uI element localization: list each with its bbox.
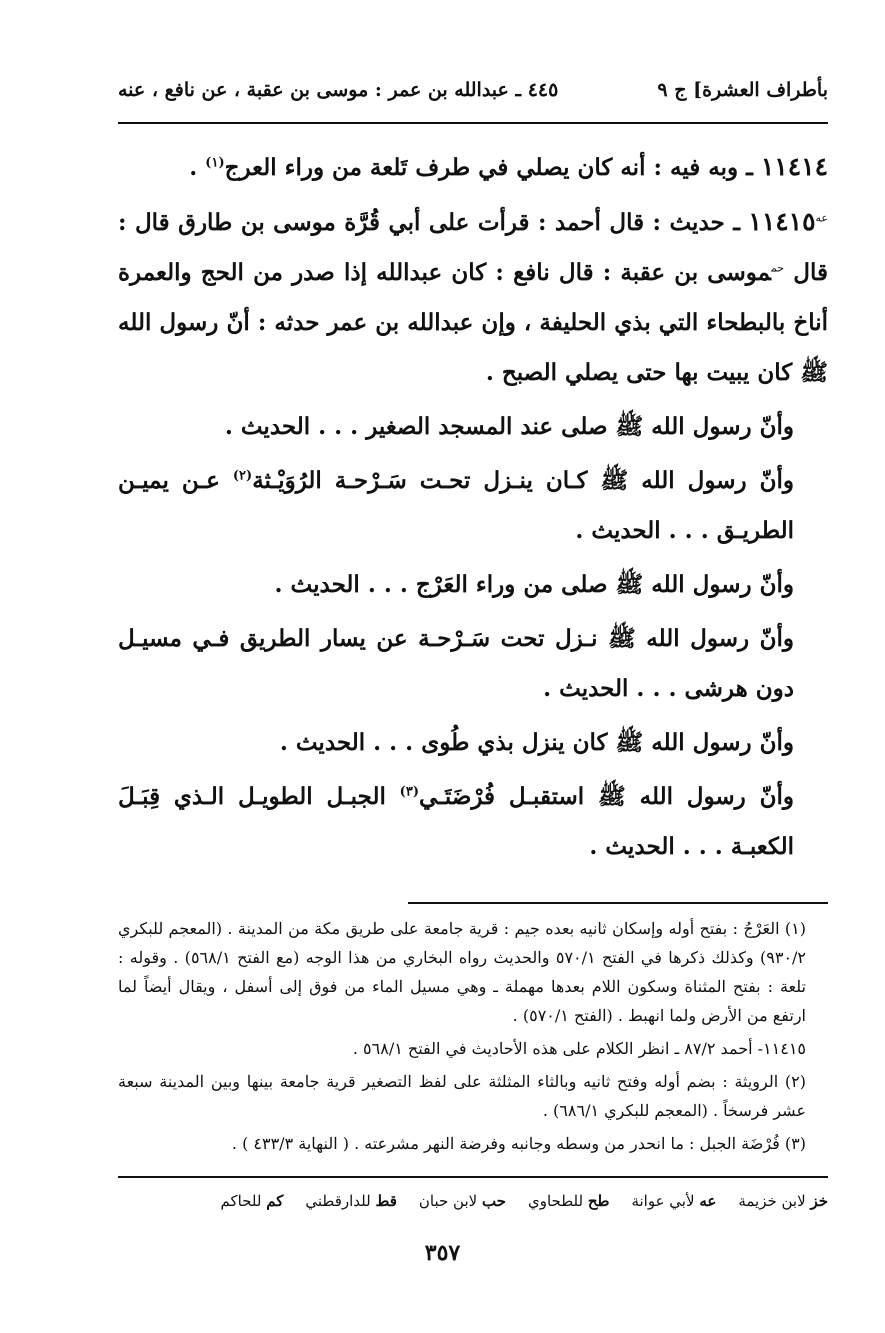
paragraph-text: وأنّ رسول الله ﷺ كـان ينـزل تحـت سَـرْحـة الرُوَيْـثة: [252, 467, 795, 494]
abbr-text: لأبي عوانة: [631, 1192, 700, 1210]
abbr-code: كم: [266, 1192, 284, 1210]
header-volume: بأطراف العشرة] ج ٩: [657, 79, 828, 101]
header-chapter: ٤٤٥ ـ عبدالله بن عمر : موسى بن عقبة ، عن نافع ، عنه: [118, 79, 559, 101]
main-text: [118, 142, 828, 872]
abbr-code: طح: [587, 1192, 610, 1210]
page-number: ٣٥٧: [424, 1240, 461, 1266]
source-mark: عه: [815, 211, 828, 225]
abbr-code: قط: [375, 1192, 397, 1210]
footnote-11415: ١١٤١٥- أحمد ٨٧/٢ ـ انظر الكلام على هذه الأحاديث في الفتح ٥٦٨/١ .: [352, 1039, 806, 1058]
abbr-text: للحاكم: [220, 1192, 267, 1210]
paragraph: وأنّ رسول الله ﷺ صلى من وراء العَرْج . . . الحديث .: [274, 571, 794, 598]
paragraph: [118, 772, 828, 872]
abbreviation-legend: [118, 1192, 828, 1210]
abbr-item: [419, 1192, 506, 1210]
abbr-item: [631, 1192, 716, 1210]
footnote-ref: (٣): [399, 784, 419, 800]
page: [118, 70, 828, 1210]
abbr-item: [221, 1192, 284, 1210]
footer-rule: [118, 1176, 828, 1178]
hadith-text: ـ وبه فيه : أنه كان يصلي في طرف تَلعة من وراء العرج: [224, 154, 761, 181]
abbr-code: عه: [699, 1192, 717, 1210]
footnote-rule: [408, 902, 828, 904]
footnote-1: (١) العَرْجُ : بفتح أوله وإسكان ثانيه بعده جيم : قرية جامعة على طريق مكة من المدينة . (المعجم للبكري ٩٣٠/٢) وكذلك ذكرها في الفتح ٥٧٠/١ والحديث رواه البخاري من هذا الوجه (مع الفتح ٥٦٨/١) . وقوله : تلعة : بفتح المثناة وسكون اللام بعدها مهملة ـ وهي مسيل الماء من فوق إلى أسفل ، ويقال أيضاً لما ارتفع من الأرض ولما انهبط . (الفتح ٥٧٠/١) .: [118, 919, 807, 1025]
footnote-ref: (١): [205, 155, 225, 171]
abbr-code: خز: [810, 1192, 828, 1210]
abbr-item: [305, 1192, 397, 1210]
footnote-3: (٣) فُرْضَة الجبل : ما انحدر من وسطه وجانبه وفرضة النهر مشرعته . ( النهاية ٤٣٣/٣ ) .: [231, 1134, 806, 1153]
footnote-ref: (٢): [232, 468, 253, 484]
paragraph: وأنّ رسول الله ﷺ نـزل تحت سَـرْحـة عن يسار الطريق فـي مسيـل دون هرشى . . . الحديث .: [118, 625, 794, 702]
abbr-item: [528, 1192, 609, 1210]
paragraph-text: وأنّ رسول الله ﷺ استقبـل فُرْضَتَـي: [418, 783, 794, 810]
footnote-2: (٢) الرويثة : بضم أوله وفتح ثانيه وبالثاء المثلثة على لفظ التصغير قرية جامعة بينها وبين المدينة سبعة عشر فرسخاً . (المعجم للبكري ٦٨٦/١) .: [118, 1072, 806, 1120]
paragraph: [118, 456, 828, 556]
paragraph: وأنّ رسول الله ﷺ كان ينزل بذي طُوى . . . الحديث .: [279, 729, 794, 756]
paragraph-text: الجبـل الطويـل الـذي قِبَـلَ الكعبـة . . . الحديث .: [118, 783, 794, 860]
abbr-text: للدارقطني: [305, 1192, 376, 1210]
header-rule: [118, 122, 828, 124]
hadith-11415: [118, 197, 828, 398]
hadith-number: ١١٤١٥: [748, 207, 816, 236]
running-header: [118, 70, 828, 110]
source-mark: حم: [770, 261, 785, 275]
abbr-text: لابن خزيمة: [738, 1192, 811, 1210]
hadith-text-cont: موسى بن عقبة : قال نافع : كان عبدالله إذا صدر من الحج والعمرة أناخ بالبطحاء التي بذي الحليفة ، وإن عبدالله بن عمر حدثه : أنّ رسول الله ﷺ كان يبيت بها حتى يصلي الصبح .: [118, 259, 828, 386]
footnotes: [118, 914, 828, 1158]
abbr-code: حب: [481, 1192, 506, 1210]
abbr-item: [738, 1192, 828, 1210]
paragraph-text: عـن يميـن الطريـق . . . الحديث .: [118, 467, 794, 544]
paragraph: وأنّ رسول الله ﷺ صلى عند المسجد الصغير . . . الحديث .: [224, 413, 794, 440]
hadith-number: ١١٤١٤: [760, 152, 828, 181]
hadith-11414: [118, 142, 828, 193]
abbr-text: لابن حبان: [418, 1192, 482, 1210]
hadith-text: ـ حديث : قال أحمد : قرأت على أبي قُرَّة موسى بن طارق قال : قال: [118, 209, 828, 286]
hadith-end: .: [189, 154, 206, 181]
abbr-text: للطحاوي: [527, 1192, 588, 1210]
